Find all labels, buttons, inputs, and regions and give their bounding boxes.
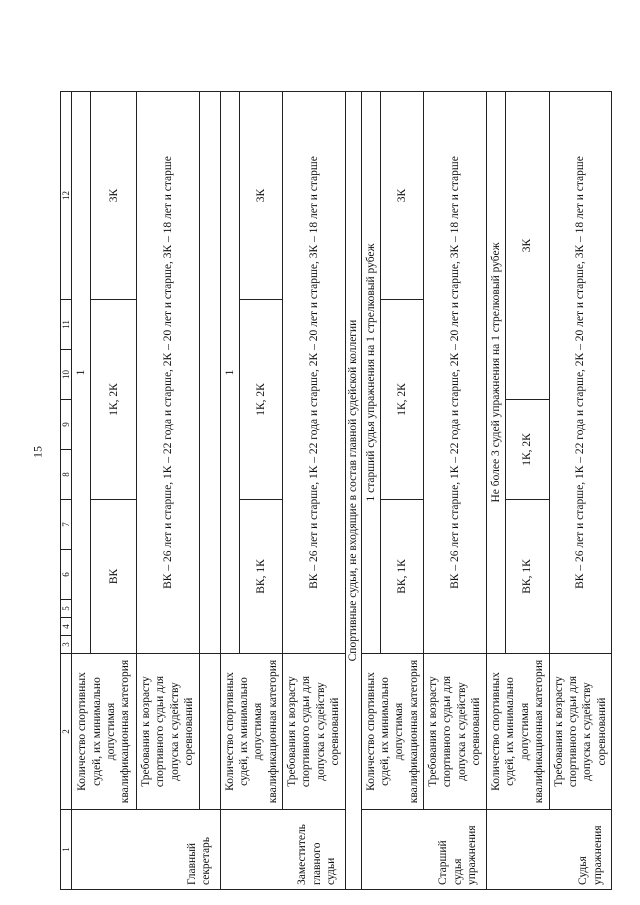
count-label: Количество спортивных судей, их минимально допустимая квалификационная категория (361, 654, 424, 810)
exercise-judge-count-row (486, 92, 505, 890)
role-main-secretary: Главный секретарь (72, 810, 221, 890)
column-number: 12 (61, 92, 72, 300)
category-middle: 1К, 2К (239, 300, 282, 500)
column-number: 9 (61, 400, 72, 450)
age-label: Требования к возрасту спортивного судьи для допуска к судейству соревнований (424, 654, 487, 810)
deputy-chief-age-row (283, 92, 346, 890)
senior-judge-age-row (424, 92, 487, 890)
category-top: ВК, 1К (380, 500, 423, 654)
count-label: Количество спортивных судей, их минимально допустимая квалификационная категория (486, 654, 549, 810)
column-number: 10 (61, 350, 72, 400)
exercise-judge-age-row (549, 92, 612, 890)
main-secretary-count-row (72, 92, 91, 890)
column-number: 7 (61, 500, 72, 550)
age-value: ВК – 26 лет и старше, 1К – 22 года и старше, 2К – 20 лет и старше, 3К – 18 лет и старше (137, 92, 200, 654)
count-value: 1 старший судья упражнения на 1 стрелковый рубеж (361, 92, 380, 654)
role-deputy-chief: Заместитель главного судьи (220, 810, 345, 890)
referee-requirements-table (60, 91, 612, 890)
page-number: 15 (30, 446, 45, 458)
count-label: Количество спортивных судей, их минимально допустимая квалификационная категория (220, 654, 283, 810)
count-value: Не более 3 судей упражнения на 1 стрелковый рубеж (486, 92, 505, 654)
category-middle: 1К, 2К (91, 300, 137, 500)
senior-judge-count-row (361, 92, 380, 890)
category-top: ВК, 1К (505, 500, 549, 654)
age-value: ВК – 26 лет и старше, 1К – 22 года и старше, 2К – 20 лет и старше, 3К – 18 лет и старше (424, 92, 487, 654)
role-exercise-judge: Судья упражнения (486, 810, 612, 890)
column-number: 5 (61, 600, 72, 618)
deputy-chief-count-row (220, 92, 239, 890)
spacer-cell (199, 654, 220, 810)
age-value: ВК – 26 лет и старше, 1К – 22 года и старше, 2К – 20 лет и старше, 3К – 18 лет и старше (283, 92, 346, 654)
column-number: 2 (61, 654, 72, 810)
category-middle: 1К, 2К (505, 400, 549, 500)
category-lower: 3К (380, 92, 423, 300)
category-middle: 1К, 2К (380, 300, 423, 500)
category-lower: 3К (505, 92, 549, 400)
referee-requirements-table-wrapper (60, 92, 608, 890)
count-value: 1 (220, 92, 239, 654)
column-number: 4 (61, 618, 72, 636)
spacer-cell (199, 92, 220, 654)
category-top: ВК, 1К (239, 500, 282, 654)
role-senior-judge: Старший судья упражнения (361, 810, 486, 890)
section-header-row (345, 92, 361, 890)
column-number: 11 (61, 300, 72, 350)
age-label: Требования к возрасту спортивного судьи для допуска к судейству соревнований (549, 654, 612, 810)
column-number: 3 (61, 636, 72, 654)
age-label: Требования к возрасту спортивного судьи для допуска к судейству соревнований (283, 654, 346, 810)
category-top: ВК (91, 500, 137, 654)
column-number-row (61, 92, 72, 890)
count-label: Количество спортивных судей, их минимально допустимая квалификационная категория (72, 654, 137, 810)
category-lower: 3К (91, 92, 137, 300)
column-number: 8 (61, 450, 72, 500)
count-value: 1 (72, 92, 91, 654)
column-number: 1 (61, 810, 72, 890)
age-label: Требования к возрасту спортивного судьи для допуска к судейству соревнований (137, 654, 200, 810)
main-secretary-age-row (137, 92, 200, 890)
column-number: 6 (61, 550, 72, 600)
age-value: ВК – 26 лет и старше, 1К – 22 года и старше, 2К – 20 лет и старше, 3К – 18 лет и старше (549, 92, 612, 654)
section-header: Спортивные судьи, не входящие в состав главной судейской коллегии (345, 92, 361, 890)
category-lower: 3К (239, 92, 282, 300)
spacer-row (199, 92, 220, 890)
